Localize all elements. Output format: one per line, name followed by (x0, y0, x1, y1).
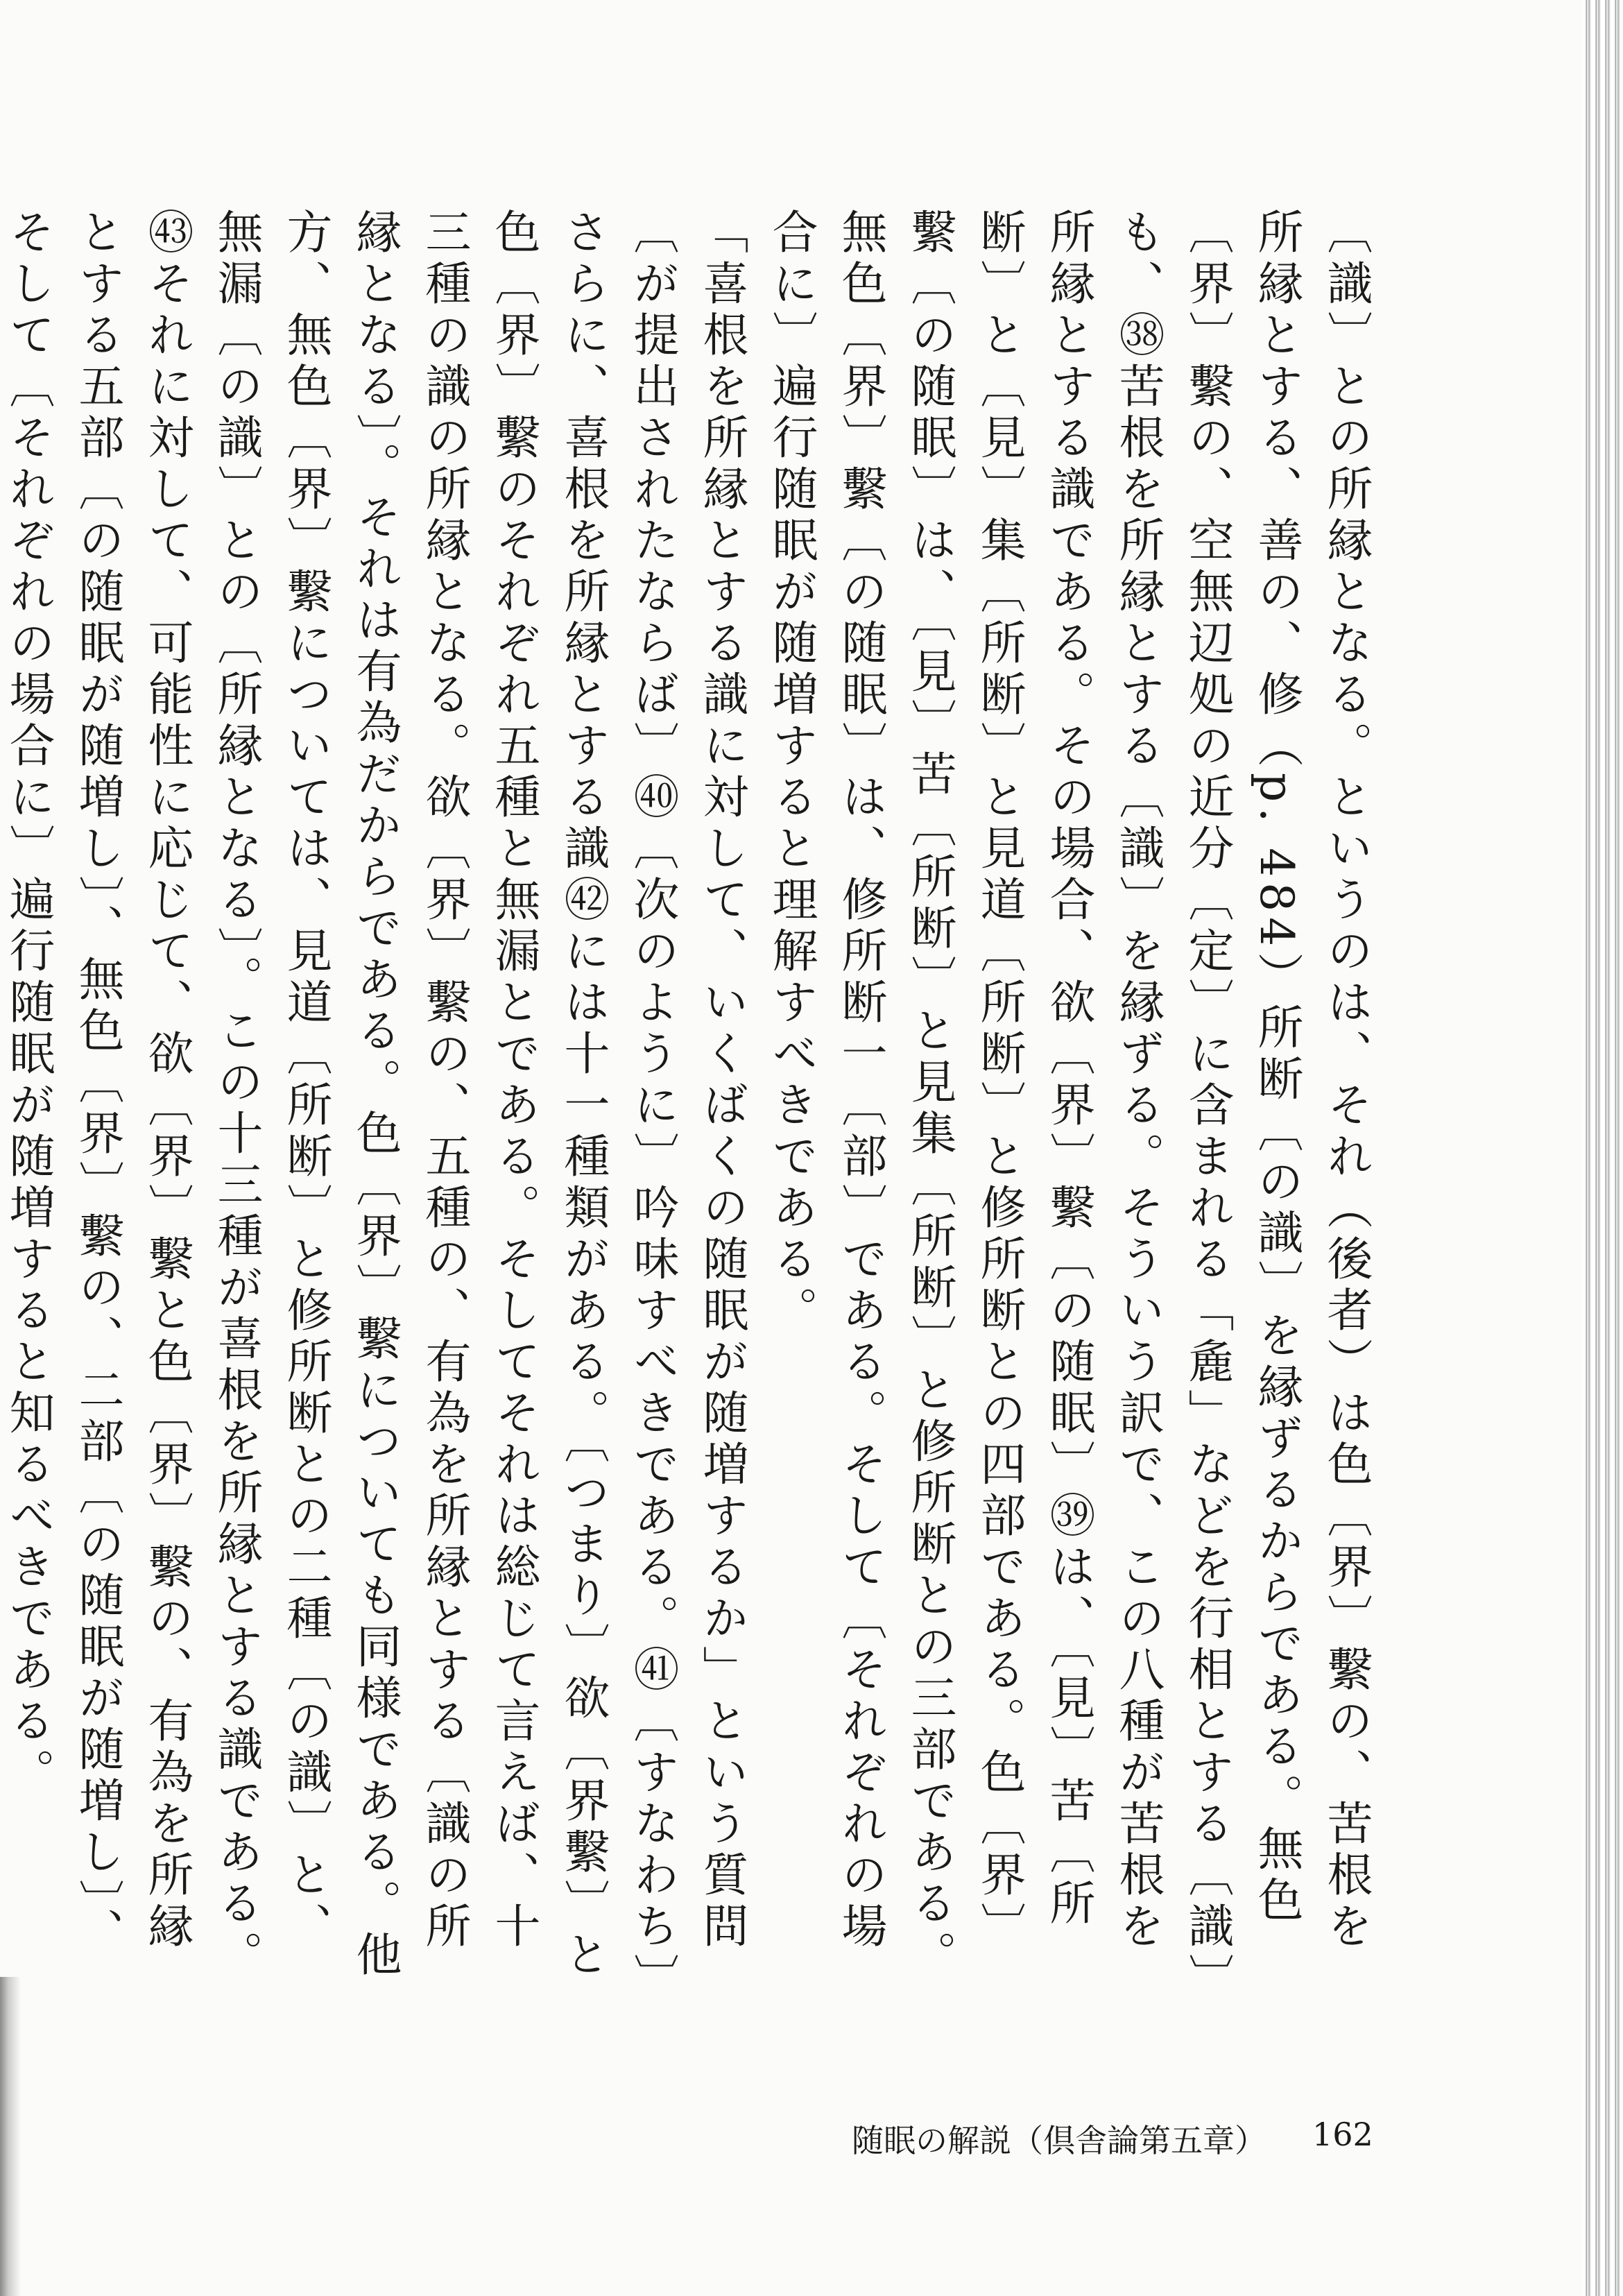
scan-corner-shadow (0, 1977, 21, 2296)
paragraph-2: 「喜根を所縁とする識に対して、いくばくの随眠が随増するか」という質問〔が提出されたならば〕㊵〔次のように〕吟味すべきである。㊶〔すなわち〕さらに、喜根を所縁とする識㊷には十一種類がある。〔つまり〕欲〔界繫〕と色〔界〕繫のそれぞれ五種と無漏とである。そしてそれは総じて言えば、十三種の識の所縁となる。欲〔界〕繫の、五種の、有為を所縁とする〔識の所縁となる〕。それは有為だからである。色〔界〕繫についても同様である。他方、無色〔界〕繫については、見道〔所断〕と修所断との二種〔の識〕と、無漏〔の識〕との〔所縁となる〕。この十三種が喜根を所縁とする識である。㊸それに対して、可能性に応じて、欲〔界〕繫と色〔界〕繫の、有為を所縁とする五部〔の随眠が随増し〕、無色〔界〕繫の、二部〔の随眠が随増し〕、そして〔それぞれの場合に〕遍行随眠が随増すると知るべきである。 (1, 208, 748, 1982)
vertical-body-text (0, 208, 1380, 1984)
book-edge-shadow (1581, 0, 1623, 2296)
running-title: 随眠の解説（倶舎論第五章） (852, 2122, 1266, 2159)
page-number: 162 (1312, 2116, 1373, 2153)
paragraph-1: 〔識〕との所縁となる。というのは、それ（後者）は色〔界〕繫の、苦根を所縁とする、善の、修（p. 484）所断〔の識〕を縁ずるからである。無色〔界〕繫の、空無辺処の近分〔定〕に含まれる「麁」などを行相とする〔識〕も、㊳苦根を所縁とする〔識〕を縁ずる。そういう訳で、この八種が苦根を所縁とする識である。その場合、欲〔界〕繫〔の随眠〕㊴は、〔見〕苦〔所断〕と〔見〕集〔所断〕と見道〔所断〕と修所断との四部である。色〔界〕繫〔の随眠〕は、〔見〕苦〔所断〕と見集〔所断〕と修所断との三部である。無色〔界〕繫〔の随眠〕は、修所断一〔部〕である。そして〔それぞれの場合に〕遍行随眠が随増すると理解すべきである。 (764, 208, 1373, 1982)
